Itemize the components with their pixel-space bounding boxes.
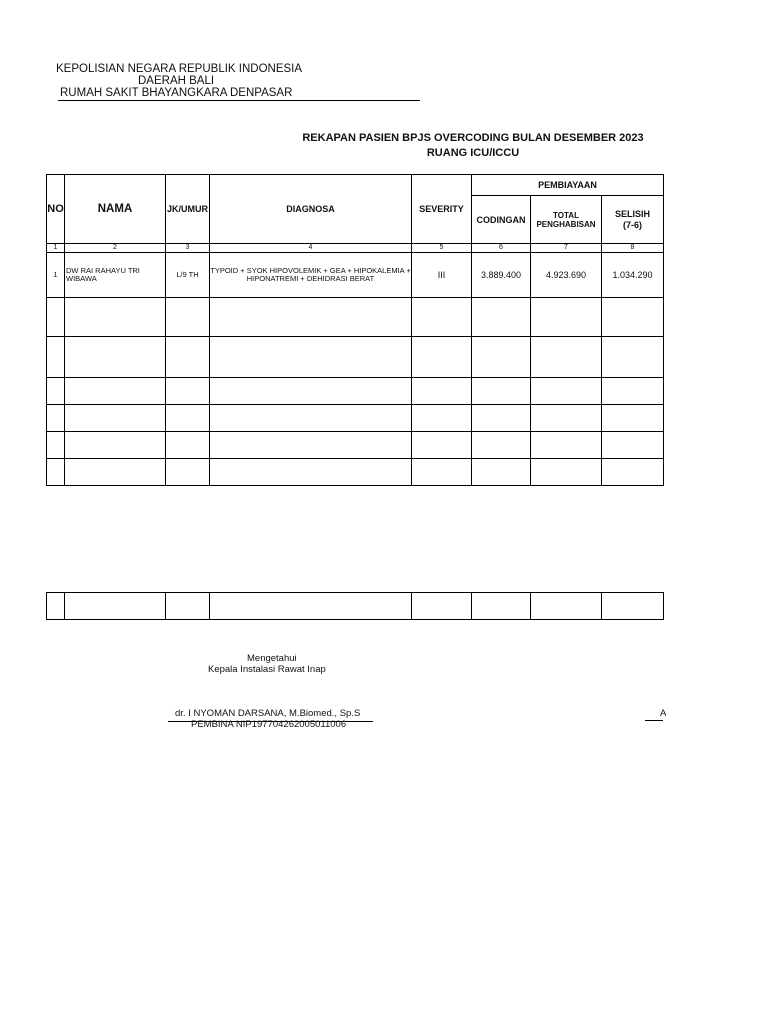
empty-row [47,337,664,378]
right-signature-underline [645,720,663,721]
col-header-selisih [602,196,664,244]
table-header-row [47,175,664,196]
empty-row [47,298,664,337]
col-header-jk-umur: JK/UMUR [166,175,210,244]
col-header-diagnosa: DIAGNOSA [210,175,412,244]
cell-nama: DW RAI RAHAYU TRI WIBAWA [65,253,166,298]
signatory-rank-nip: PEMBINA NIP197704262005011006 [191,719,347,730]
empty-row [47,432,664,459]
total-label-line1: TOTAL [553,210,579,220]
total-row-table [46,592,664,620]
cell-jk-umur: L/9 TH [166,253,210,298]
col-header-no: NO [47,175,65,244]
col-header-severity: SEVERITY [412,175,472,244]
selisih-label-line2: (7-6) [622,219,642,230]
col-number: 1 [47,244,65,253]
position-label: Kepala Instalasi Rawat Inap [208,664,326,675]
empty-row [47,593,664,620]
col-number: 5 [412,244,472,253]
overcoding-table [46,174,664,486]
cell-codingan: 3.889.400 [472,253,531,298]
col-number: 6 [472,244,531,253]
col-header-pembiayaan: PEMBIAYAAN [472,175,664,196]
empty-row [47,378,664,405]
header-underline [58,100,420,101]
report-title: REKAPAN PASIEN BPJS OVERCODING BULAN DESEMBER 2023 [302,132,644,144]
total-label-line2: PENGHABISAN [536,219,596,229]
empty-row [47,459,664,486]
empty-row [47,405,664,432]
header-line-2: DAERAH BALI [138,75,215,87]
cell-selisih: 1.034.290 [602,253,664,298]
report-subtitle: RUANG ICU/ICCU [426,147,520,159]
col-header-nama: NAMA [65,175,166,244]
col-header-codingan: CODINGAN [472,196,531,244]
column-number-row [47,244,664,253]
header-line-3: RUMAH SAKIT BHAYANGKARA DENPASAR [60,87,293,99]
col-number: 8 [602,244,664,253]
cell-diagnosa: TYPOID + SYOK HIPOVOLEMIK + GEA + HIPOKALEMIA + HIPONATREMI + DEHIDRASI BERAT [210,253,412,298]
col-number: 2 [65,244,166,253]
header-line-1: KEPOLISIAN NEGARA REPUBLIK INDONESIA [56,63,303,75]
cell-total-penghabisan: 4.923.690 [531,253,602,298]
col-number: 4 [210,244,412,253]
cell-no: 1 [47,253,65,298]
col-header-total-penghabisan [531,196,602,244]
selisih-label-line1: SELISIH [614,208,650,219]
col-number: 3 [166,244,210,253]
table-row [47,253,664,298]
col-number: 7 [531,244,602,253]
mengetahui-label: Mengetahui [247,653,297,664]
cell-severity: III [412,253,472,298]
right-signature-fragment: A [660,708,667,719]
signatory-name: dr. I NYOMAN DARSANA, M.Biomed., Sp.S [175,708,361,719]
